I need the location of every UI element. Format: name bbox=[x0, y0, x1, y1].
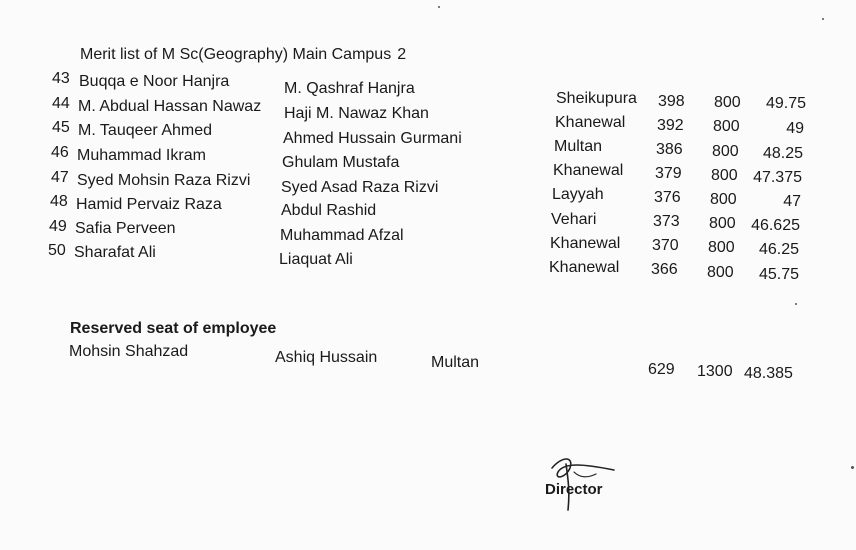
row-44-district: Khanewal bbox=[555, 114, 626, 131]
row-47-total: 800 bbox=[710, 191, 737, 208]
reserved-percent: 48.385 bbox=[744, 365, 793, 382]
row-49-name: Safia Perveen bbox=[75, 220, 176, 237]
row-50-father: Liaquat Ali bbox=[279, 251, 353, 268]
scan-speck bbox=[438, 6, 440, 8]
row-43-father: M. Qashraf Hanjra bbox=[284, 80, 415, 97]
row-48-sno: 48 bbox=[50, 193, 68, 210]
page-title bbox=[80, 46, 406, 64]
page-number: 2 bbox=[397, 46, 407, 63]
reserved-heading: Reserved seat of employee bbox=[70, 320, 277, 337]
title-text: Merit list of M Sc(Geography) Main Campus bbox=[80, 46, 392, 63]
row-50-percent: 45.75 bbox=[758, 266, 799, 283]
row-46-marks: 379 bbox=[655, 165, 682, 182]
row-45-sno: 45 bbox=[52, 119, 70, 136]
row-49-father: Muhammad Afzal bbox=[280, 227, 404, 244]
row-48-name: Hamid Pervaiz Raza bbox=[76, 196, 222, 213]
scan-speck bbox=[851, 466, 854, 469]
row-44-total: 800 bbox=[713, 118, 740, 135]
row-50-marks: 366 bbox=[651, 261, 678, 278]
row-50-sno: 50 bbox=[48, 242, 66, 259]
scan-speck bbox=[822, 18, 824, 20]
row-47-father: Syed Asad Raza Rizvi bbox=[281, 179, 439, 196]
row-44-name: M. Abdual Hassan Nawaz bbox=[78, 98, 262, 115]
row-49-marks: 370 bbox=[652, 237, 679, 254]
row-45-name: M. Tauqeer Ahmed bbox=[78, 122, 213, 139]
row-45-percent: 48.25 bbox=[762, 145, 803, 162]
row-50-name: Sharafat Ali bbox=[74, 244, 156, 261]
row-43-percent: 49.75 bbox=[765, 95, 806, 112]
row-43-marks: 398 bbox=[658, 93, 685, 110]
row-46-total: 800 bbox=[711, 167, 738, 184]
row-48-district: Vehari bbox=[551, 211, 597, 228]
row-46-percent: 47.375 bbox=[753, 169, 802, 186]
row-45-father: Ahmed Hussain Gurmani bbox=[283, 130, 462, 147]
director-label: Director bbox=[545, 481, 603, 498]
row-44-father: Haji M. Nawaz Khan bbox=[284, 105, 429, 122]
row-44-sno: 44 bbox=[52, 95, 70, 112]
row-45-marks: 386 bbox=[656, 141, 683, 158]
row-48-percent: 46.625 bbox=[751, 217, 800, 234]
row-44-marks: 392 bbox=[657, 117, 684, 134]
row-43-total: 800 bbox=[714, 94, 741, 111]
row-48-father: Abdul Rashid bbox=[281, 202, 377, 219]
row-50-total: 800 bbox=[707, 264, 734, 281]
row-43-district: Sheikupura bbox=[556, 90, 637, 107]
row-49-district: Khanewal bbox=[550, 235, 621, 252]
reserved-name: Mohsin Shahzad bbox=[69, 343, 189, 360]
row-47-name: Syed Mohsin Raza Rizvi bbox=[77, 172, 251, 189]
scan-speck bbox=[795, 303, 797, 305]
row-44-percent: 49 bbox=[786, 120, 804, 137]
row-49-total: 800 bbox=[708, 239, 735, 256]
row-49-sno: 49 bbox=[49, 218, 67, 235]
reserved-father: Ashiq Hussain bbox=[275, 349, 378, 366]
row-46-sno: 46 bbox=[51, 144, 69, 161]
row-46-name: Muhammad Ikram bbox=[77, 147, 206, 164]
row-48-marks: 373 bbox=[653, 213, 680, 230]
row-47-sno: 47 bbox=[51, 169, 69, 186]
row-49-percent: 46.25 bbox=[758, 241, 799, 258]
row-45-district: Multan bbox=[554, 138, 603, 155]
row-47-district: Layyah bbox=[552, 186, 604, 203]
row-43-sno: 43 bbox=[52, 70, 70, 87]
row-45-total: 800 bbox=[712, 143, 739, 160]
reserved-district: Multan bbox=[431, 354, 480, 371]
reserved-marks: 629 bbox=[648, 361, 675, 378]
row-47-percent: 47 bbox=[783, 193, 801, 210]
row-46-father: Ghulam Mustafa bbox=[282, 154, 400, 171]
row-48-total: 800 bbox=[709, 215, 736, 232]
row-50-district: Khanewal bbox=[549, 259, 620, 276]
row-47-marks: 376 bbox=[654, 189, 681, 206]
row-46-district: Khanewal bbox=[553, 162, 624, 179]
reserved-total: 1300 bbox=[697, 363, 733, 380]
row-43-name: Buqqa e Noor Hanjra bbox=[79, 73, 230, 90]
